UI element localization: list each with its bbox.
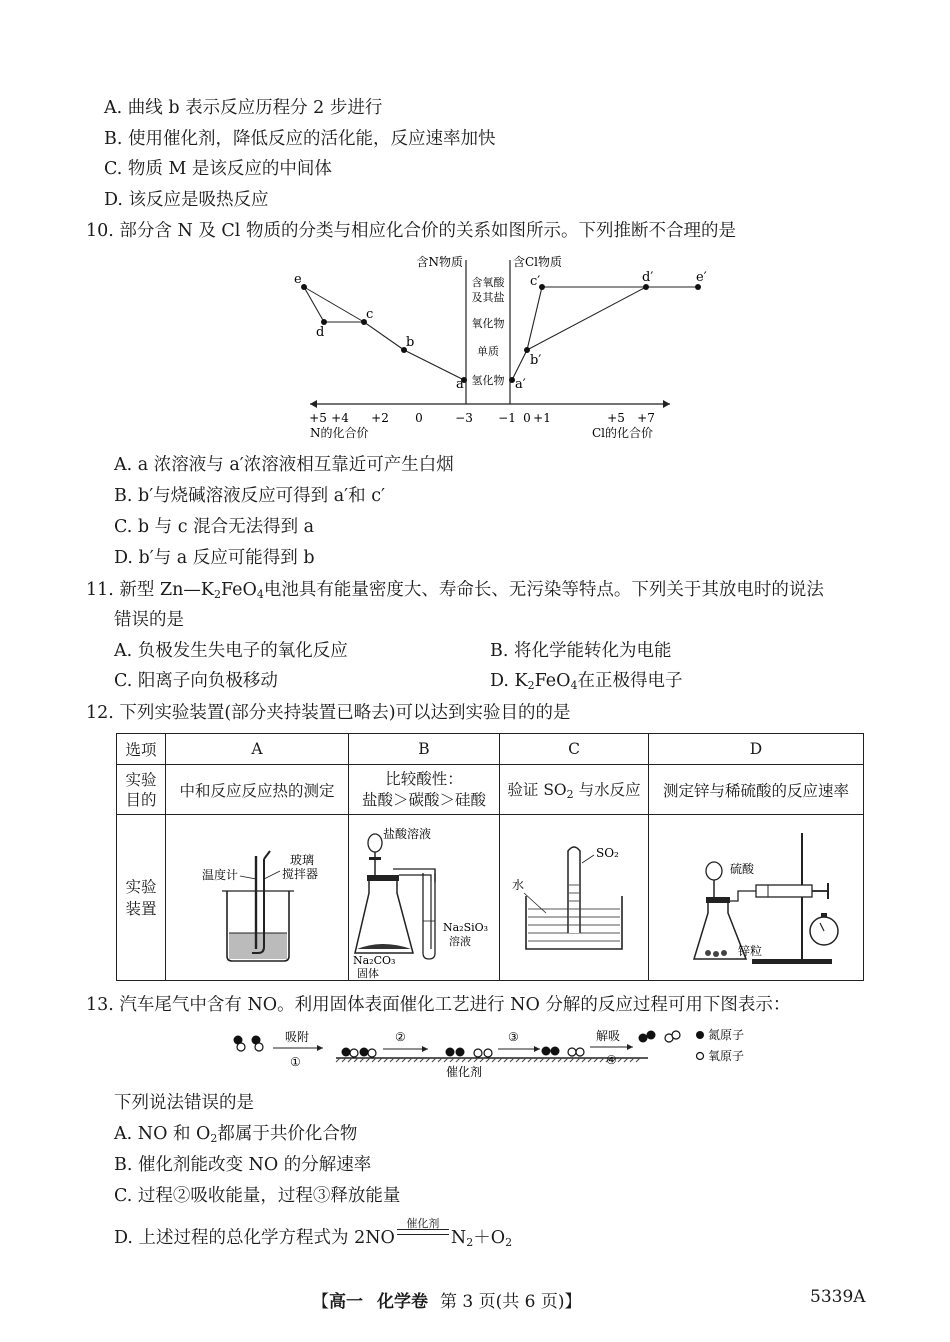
step-1: ① [290,1055,301,1069]
rate-figure [656,821,856,971]
footer-page: 第 3 页(共 6 页) [440,1292,565,1312]
label-water: 水 [512,877,525,892]
q13-a-post: 都属于共价化合物 [217,1124,358,1144]
q12-stem: 12. 下列实验装置(部分夹持装置已略去)可以达到实验目的的是 [86,703,571,723]
calorimeter-figure [172,821,342,971]
cl-tick: −1 [498,411,516,425]
label-acid: 硫酸 [730,861,755,876]
n-tick: 0 [415,411,423,425]
q13-d-pre: D. 上述过程的总化学方程式为 2NO [114,1228,395,1248]
label-stirrer-1: 玻璃 [290,852,315,867]
table-header-cell: A [166,734,349,765]
q13-option-c: C. 过程②吸收能量，过程③释放能量 [114,1186,401,1206]
so2-figure [504,821,644,971]
n-connector-line [304,287,364,322]
category-label: 单质 [477,345,499,358]
table-row [117,734,864,765]
cl-point-label: a′ [515,377,526,392]
q13-d-n-sub: 2 [466,1236,474,1249]
footer-subject: 化学卷 [377,1292,428,1312]
right-title: 含Cl物质 [513,255,563,269]
n-tick: +2 [371,411,389,425]
q10-option-c: C. b 与 c 混合无法得到 a [114,517,315,537]
q11-stem-sub: 4 [256,588,264,601]
apparatus-b [349,815,500,981]
valence-chart [294,250,707,450]
q13-option-d [114,1217,513,1255]
n-tick: +5 [309,411,327,425]
apparatus-c [500,815,649,981]
cl-tick: +1 [533,411,551,425]
label-hcl: 盐酸溶液 [383,826,432,841]
catalyst-over-arrow: 催化剂 [406,1217,440,1230]
footer-bracket-right: 】 [564,1292,582,1312]
equals-line-top [397,1229,449,1230]
acid-compare-figure [353,821,495,980]
q11-option-b: B. 将化学能转化为电能 [490,641,672,661]
q13-a-pre: A. NO 和 O [114,1124,211,1144]
cl-tick: +5 [607,411,625,425]
row-label-purpose: 实验目的 [117,765,166,815]
purpose-b-line2: 盐酸＞碳酸＞硅酸 [361,790,486,809]
q11-option-d [490,669,683,698]
purpose-b-line1: 比较酸性： [385,769,463,788]
table-header-cell: 选项 [117,734,166,765]
q10-option-a: A. a 浓溶液与 a′浓溶液相互靠近可产生白烟 [114,455,454,475]
q11-option-c: C. 阳离子向负极移动 [114,671,278,691]
table-header-cell: D [649,734,864,765]
n-point-label: e [294,272,302,287]
purpose-c-sub: 2 [566,788,574,801]
q10-stem: 10. 部分含 N 及 Cl 物质的分类与相应化合价的关系如图所示。下列推断不合理的是 [86,221,736,241]
experiment-table [116,733,864,981]
category-label: 及其盐 [471,291,505,304]
right-arrow [663,400,670,408]
legend-o-atom: 氧原子 [708,1049,745,1063]
q11-d-pre: D. K [490,671,528,691]
q11-stem-sub: 2 [213,588,221,601]
table-header-cell: B [349,734,500,765]
cl-tick: 0 [523,411,531,425]
q11-d-post: 在正极得电子 [577,671,683,691]
apparatus-a [166,815,349,981]
q11-stem-2: 错误的是 [114,610,184,630]
q13-option-a [114,1122,357,1151]
q11-d-sub: 2 [527,679,535,692]
step-4: ④ [606,1053,617,1067]
left-arrow [310,400,317,408]
catalyst-equals [397,1217,449,1245]
cl-axis-label: Cl的化合价 [592,426,654,440]
n-point-label: a [456,377,464,392]
category-label: 含氧酸 [471,276,505,289]
category-label: 氧化物 [471,317,505,330]
q11-option-a: A. 负极发生失电子的氧化反应 [114,641,348,661]
step-adsorb: 吸附 [285,1030,310,1044]
purpose-d: 测定锌与稀硫酸的反应速率 [649,765,864,815]
n-axis-label: N的化合价 [310,426,369,440]
cl-tick: +7 [637,411,655,425]
apparatus-d [649,815,864,981]
q11-stem-mid: FeO [220,580,257,600]
q9-option-d: D. 该反应是吸热反应 [104,190,269,210]
purpose-b [349,765,500,815]
q9-option-a: A. 曲线 b 表示反应历程分 2 步进行 [104,98,383,118]
q13-d-plus: ＋O [473,1228,506,1248]
footer-code: 5339A [810,1287,866,1307]
purpose-c-pre: 验证 SO [507,781,567,799]
label-na2co3: Na₂CO₃ [353,953,396,967]
purpose-c-post: 与水反应 [573,781,641,799]
q11-stem-post: 电池具有能量密度大、寿命长、无污染等特点。下列关于其放电时的说法 [263,580,824,600]
label-na2sio3: Na₂SiO₃ [443,920,489,934]
cl-point-label: c′ [530,274,541,289]
table-row [117,765,864,815]
purpose-a: 中和反应反应热的测定 [166,765,349,815]
cl-connector-line [527,287,646,350]
page-footer [312,1287,582,1312]
n-tick: −3 [455,411,473,425]
step-2: ② [395,1030,406,1044]
label-stirrer-2: 搅拌器 [282,866,319,881]
q13-option-b: B. 催化剂能改变 NO 的分解速率 [114,1155,372,1175]
q11-stem [86,578,824,607]
left-title: 含N物质 [416,255,463,269]
q11-d-sub: 4 [570,679,578,692]
legend-n-atom: 氮原子 [708,1028,745,1042]
n-point-e [301,284,307,290]
q10-option-d: D. b′与 a 反应可能得到 b [114,548,315,568]
table-row [117,815,864,981]
footer-grade: 高一 [329,1292,363,1312]
label-so2: SO₂ [596,845,619,860]
purpose-c [500,765,649,815]
label-solid: 固体 [357,966,379,980]
q13-d-o-sub: 2 [505,1236,513,1249]
category-label: 氢化物 [471,374,505,387]
label-solution: 溶液 [449,934,471,948]
cl-point-label: d′ [642,270,654,285]
row-label-apparatus: 实验装置 [117,815,166,981]
n-point-label: c [366,307,374,322]
step-3: ③ [508,1030,519,1044]
no-decomposition-diagram [228,1022,768,1084]
n-point-label: b [406,335,415,350]
label-thermometer: 温度计 [202,867,239,882]
q10-option-b: B. b′与烧碱溶液反应可得到 a′和 c′ [114,486,385,506]
q11-d-mid: FeO [534,671,571,691]
table-header-cell: C [500,734,649,765]
q13-stem: 13. 汽车尾气中含有 NO。利用固体表面催化工艺进行 NO 分解的反应过程可用下图表示： [86,995,791,1015]
n-tick: +4 [331,411,349,425]
q11-stem-pre: 11. 新型 Zn—K [86,580,214,600]
cl-point-label: e′ [696,270,707,285]
q13-a-sub: 2 [210,1132,218,1145]
catalyst-label: 催化剂 [446,1065,483,1079]
footer-bracket-left: 【 [312,1292,329,1312]
q9-option-b: B. 使用催化剂，降低反应的活化能，反应速率加快 [104,129,496,149]
q9-option-c: C. 物质 M 是该反应的中间体 [104,159,332,179]
cl-point-label: b′ [530,353,542,368]
step-desorb: 解吸 [596,1029,621,1043]
label-zinc: 锌粒 [738,943,763,958]
equals-line-bottom [397,1234,449,1235]
n-point-label: d [316,325,325,340]
q13-question: 下列说法错误的是 [114,1093,254,1113]
q13-d-n: N [450,1228,467,1248]
